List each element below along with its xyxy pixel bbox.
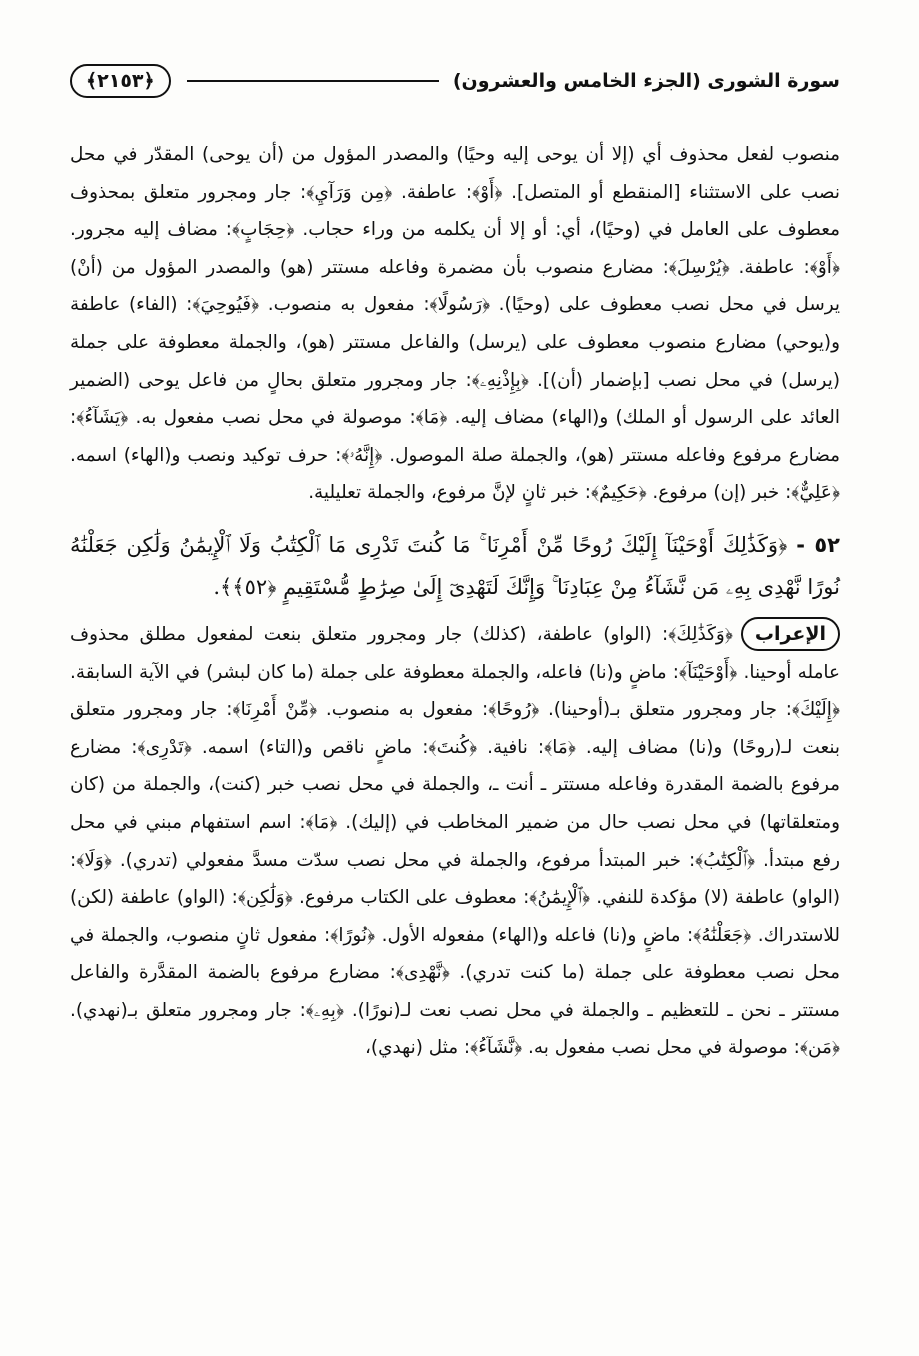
page-number: ﴿٢١٥٣﴾ [70,64,171,98]
irab-section [70,616,840,1067]
verse-text: ﴿وَكَذَٰلِكَ أَوْحَيْنَآ إِلَيْكَ رُوحًا مِّنْ أَمْرِنَا ۚ مَا كُنتَ تَدْرِى مَا ٱلْكِتَٰبُ وَلَا ٱلْإِيمَٰنُ وَلَٰكِن جَعَلْنَٰهُ نُورًا نَّهْدِى بِهِۦ مَن نَّشَآءُ مِنْ عِبَادِنَا ۚ وَإِنَّكَ لَتَهْدِىٓ إِلَىٰ صِرَٰطٍ مُّسْتَقِيمٍ ﴿٥٢﴾﴾. [70,532,840,599]
top-paragraph-text: منصوب لفعل محذوف أي (إلا أن يوحى إليه وحيًا) والمصدر المؤول من (أن يوحى) المقدّر في محل نصب على الاستثناء [المنقطع أو المتصل]. ﴿أَوْ﴾: عاطفة. ﴿مِن وَرَآيِ﴾: جار ومجرور متعلق بمحذوف معطوف على العامل في (وحيًا)، أي: أو إلا أن يكلمه من وراء حجاب. ﴿حِجَابٍ﴾: مضاف إليه مجرور. ﴿أَوْ﴾: عاطفة. ﴿يُرْسِلَ﴾: مضارع منصوب بأن مضمرة وفاعله مستتر (هو) والمصدر المؤول من (أنْ) يرسل في محل نصب معطوف على (وحيًا). ﴿رَسُولًا﴾: مفعول به منصوب. ﴿فَيُوحِيَ﴾: (الفاء) عاطفة و(يوحي) مضارع منصوب معطوف على (يرسل) والفاعل مستتر (هو)، والجملة معطوفة على جملة (يرسل) في محل نصب [بإضمار (أن)]. ﴿بِإِذْنِهِۦ﴾: جار ومجرور متعلق بحالٍ من فاعل يوحى (الضمير العائد على الرسول أو الملك) و(الهاء) مضاف إليه. ﴿مَا﴾: موصولة في محل نصب مفعول به. ﴿يَشَآءُ﴾: مضارع مرفوع وفاعله مستتر (هو)، والجملة صلة الموصول. ﴿إِنَّهُۥ﴾: حرف توكيد ونصب و(الهاء) اسمه. ﴿عَلِيٌّ﴾: خبر (إن) مرفوع. ﴿حَكِيمٌ﴾: خبر ثانٍ لإنَّ مرفوع، والجملة تعليلية. [70,144,840,504]
page [70,58,840,1067]
header-rule [187,80,439,82]
verse-number: ٥٢ - [796,532,840,557]
irab-text: ﴿وَكَذَٰلِكَ﴾: (الواو) عاطفة، (كذلك) جار ومجرور متعلق بنعت لمفعول مطلق محذوف عامله أوحينا. ﴿أَوْحَيْنَآ﴾: ماضٍ و(نا) فاعله، والجملة معطوفة على جملة (ما كان لبشر) في الآية السابقة. ﴿إِلَيْكَ﴾: جار ومجرور متعلق بـ(أوحينا). ﴿رُوحًا﴾: مفعول به منصوب. ﴿مِّنْ أَمْرِنَا﴾: جار ومجرور متعلق بنعت لـ(روحًا) و(نا) مضاف إليه. ﴿مَا﴾: نافية. ﴿كُنتَ﴾: ماضٍ ناقص و(التاء) اسمه. ﴿تَدْرِى﴾: مضارع مرفوع بالضمة المقدرة وفاعله مستتر ـ أنت ـ، والجملة في محل نصب خبر (كنت)، والجملة من (كان ومتعلقاتها) في محل نصب حال من ضمير المخاطب في (إليك). ﴿مَا﴾: اسم استفهام مبني في محل رفع مبتدأ. ﴿ٱلْكِتَٰبُ﴾: خبر المبتدأ مرفوع، والجملة في محل نصب سدّت مسدَّ مفعولي (تدري). ﴿وَلَا﴾: (الواو) عاطفة (لا) مؤكدة للنفي. ﴿ٱلْإِيمَٰنُ﴾: معطوف على الكتاب مرفوع. ﴿وَلَٰكِن﴾: (الواو) عاطفة (لكن) للاستدراك. ﴿جَعَلْنَٰهُ﴾: ماضٍ و(نا) فاعله و(الهاء) مفعوله الأول. ﴿نُورًا﴾: مفعول ثانٍ منصوب، والجملة في محل نصب معطوفة على جملة (ما كنت تدري). ﴿نَّهْدِى﴾: مضارع مرفوع بالضمة المقدَّرة والفاعل مستتر ـ نحن ـ للتعظيم ـ والجملة في محل نصب نعت لـ(نورًا). ﴿بِهِۦ﴾: جار ومجرور متعلق بـ(نهدي). ﴿مَن﴾: موصولة في محل نصب مفعول به. ﴿نَّشَآءُ﴾: مثل (نهدي)، [70,623,840,1059]
irab-paragraph [70,616,840,1067]
irab-label: الإعراب [741,617,840,651]
quran-verse [70,524,840,608]
running-header [70,58,840,104]
header-title: سورة الشورى (الجزء الخامس والعشرون) [452,70,840,92]
top-paragraph [70,136,840,512]
